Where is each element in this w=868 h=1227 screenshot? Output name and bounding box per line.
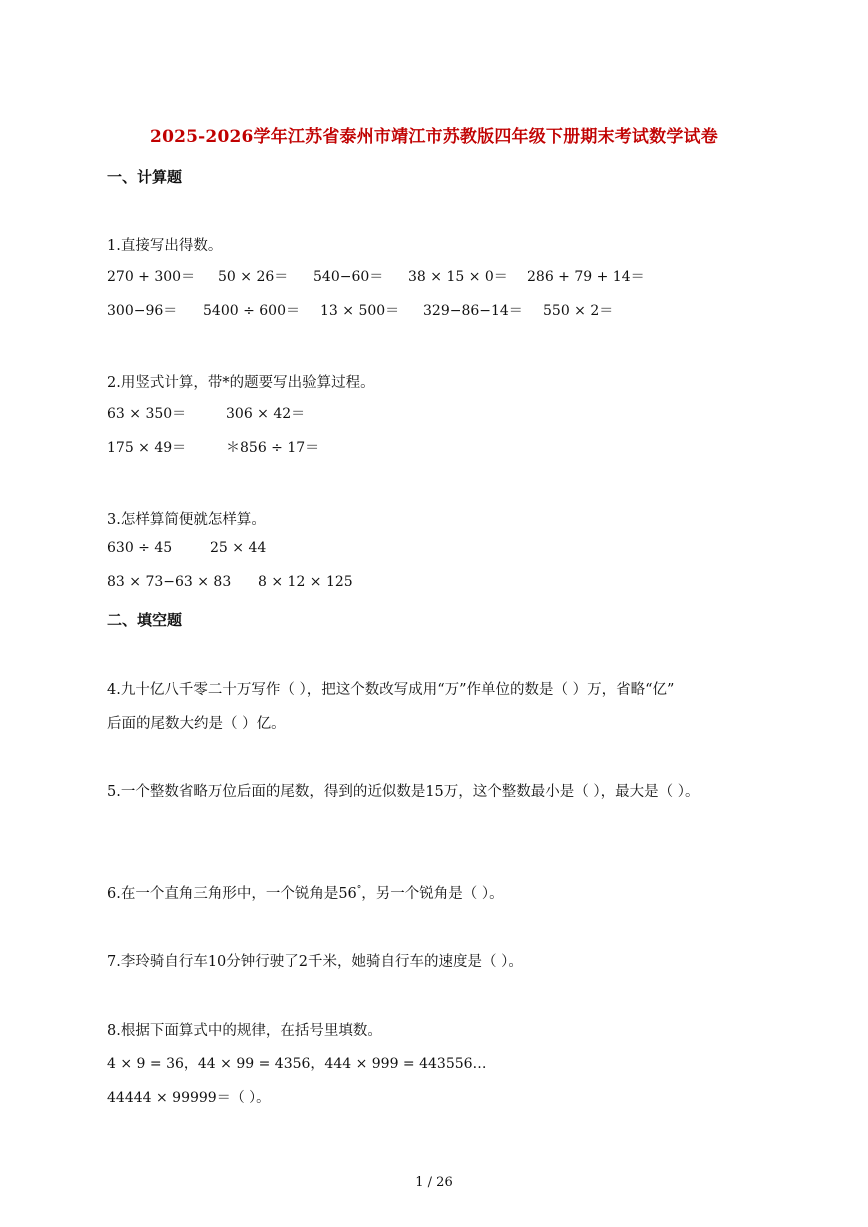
q1-expression: 50 × 26＝ xyxy=(218,269,289,285)
section-heading-fill-in: 二、填空题 xyxy=(107,611,183,629)
question-6-text-after: ，另一个锐角是（ ）。 xyxy=(361,886,504,902)
q2-expression: 175 × 49＝ xyxy=(107,440,187,456)
q1-expression: 550 × 2＝ xyxy=(543,303,614,319)
q2-expression: 306 × 42＝ xyxy=(226,406,306,422)
question-5-text: 5.一个整数省略万位后面的尾数，得到的近似数是15万，这个整数最小是（ ），最大是（ ）。 xyxy=(107,784,700,800)
q1-expression: 540−60＝ xyxy=(313,269,384,285)
question-8-pattern: 4 × 9 = 36，44 × 99 = 4356，444 × 999 = 443556… xyxy=(107,1056,487,1072)
q1-expression: 5400 ÷ 600＝ xyxy=(203,303,300,319)
question-7-text: 7.李玲骑自行车10分钟行驶了2千米，她骑自行车的速度是（ ）。 xyxy=(107,954,523,970)
q1-expression: 38 × 15 × 0＝ xyxy=(408,269,508,285)
question-2-prompt: 2.用竖式计算，带*的题要写出验算过程。 xyxy=(107,375,375,391)
q3-expression: 630 ÷ 45 xyxy=(107,540,173,556)
question-3-prompt: 3.怎样算简便就怎样算。 xyxy=(107,512,266,528)
q1-expression: 300−96＝ xyxy=(107,303,178,319)
q3-expression: 83 × 73−63 × 83 xyxy=(107,574,232,590)
question-4-line-2: 后面的尾数大约是（ ）亿。 xyxy=(107,716,286,732)
q2-expression: ＊856 ÷ 17＝ xyxy=(226,440,320,456)
q3-expression: 25 × 44 xyxy=(210,540,267,556)
question-6-text xyxy=(107,882,504,903)
q1-expression: 13 × 500＝ xyxy=(320,303,400,319)
q1-expression: 329−86−14＝ xyxy=(423,303,523,319)
question-6-text-before: 6.在一个直角三角形中，一个锐角是56 xyxy=(107,886,357,902)
page-title: 2025-2026学年江苏省泰州市靖江市苏教版四年级下册期末考试数学试卷 xyxy=(150,127,718,147)
q2-expression: 63 × 350＝ xyxy=(107,406,187,422)
question-8-question: 44444 × 99999＝（ ）。 xyxy=(107,1090,271,1106)
question-4-line-1: 4.九十亿八千零二十万写作（ ），把这个数改写成用“万”作单位的数是（ ）万，省略“亿” xyxy=(107,682,675,698)
degree-symbol: ° xyxy=(356,885,362,895)
question-1-prompt: 1.直接写出得数。 xyxy=(107,238,223,254)
q1-expression: 286 + 79 + 14＝ xyxy=(527,269,645,285)
question-8-prompt: 8.根据下面算式中的规律，在括号里填数。 xyxy=(107,1023,382,1039)
section-heading-calculation: 一、计算题 xyxy=(107,168,183,186)
q3-expression: 8 × 12 × 125 xyxy=(258,574,353,590)
page-number: 1 / 26 xyxy=(415,1175,453,1190)
q1-expression: 270 + 300＝ xyxy=(107,269,196,285)
